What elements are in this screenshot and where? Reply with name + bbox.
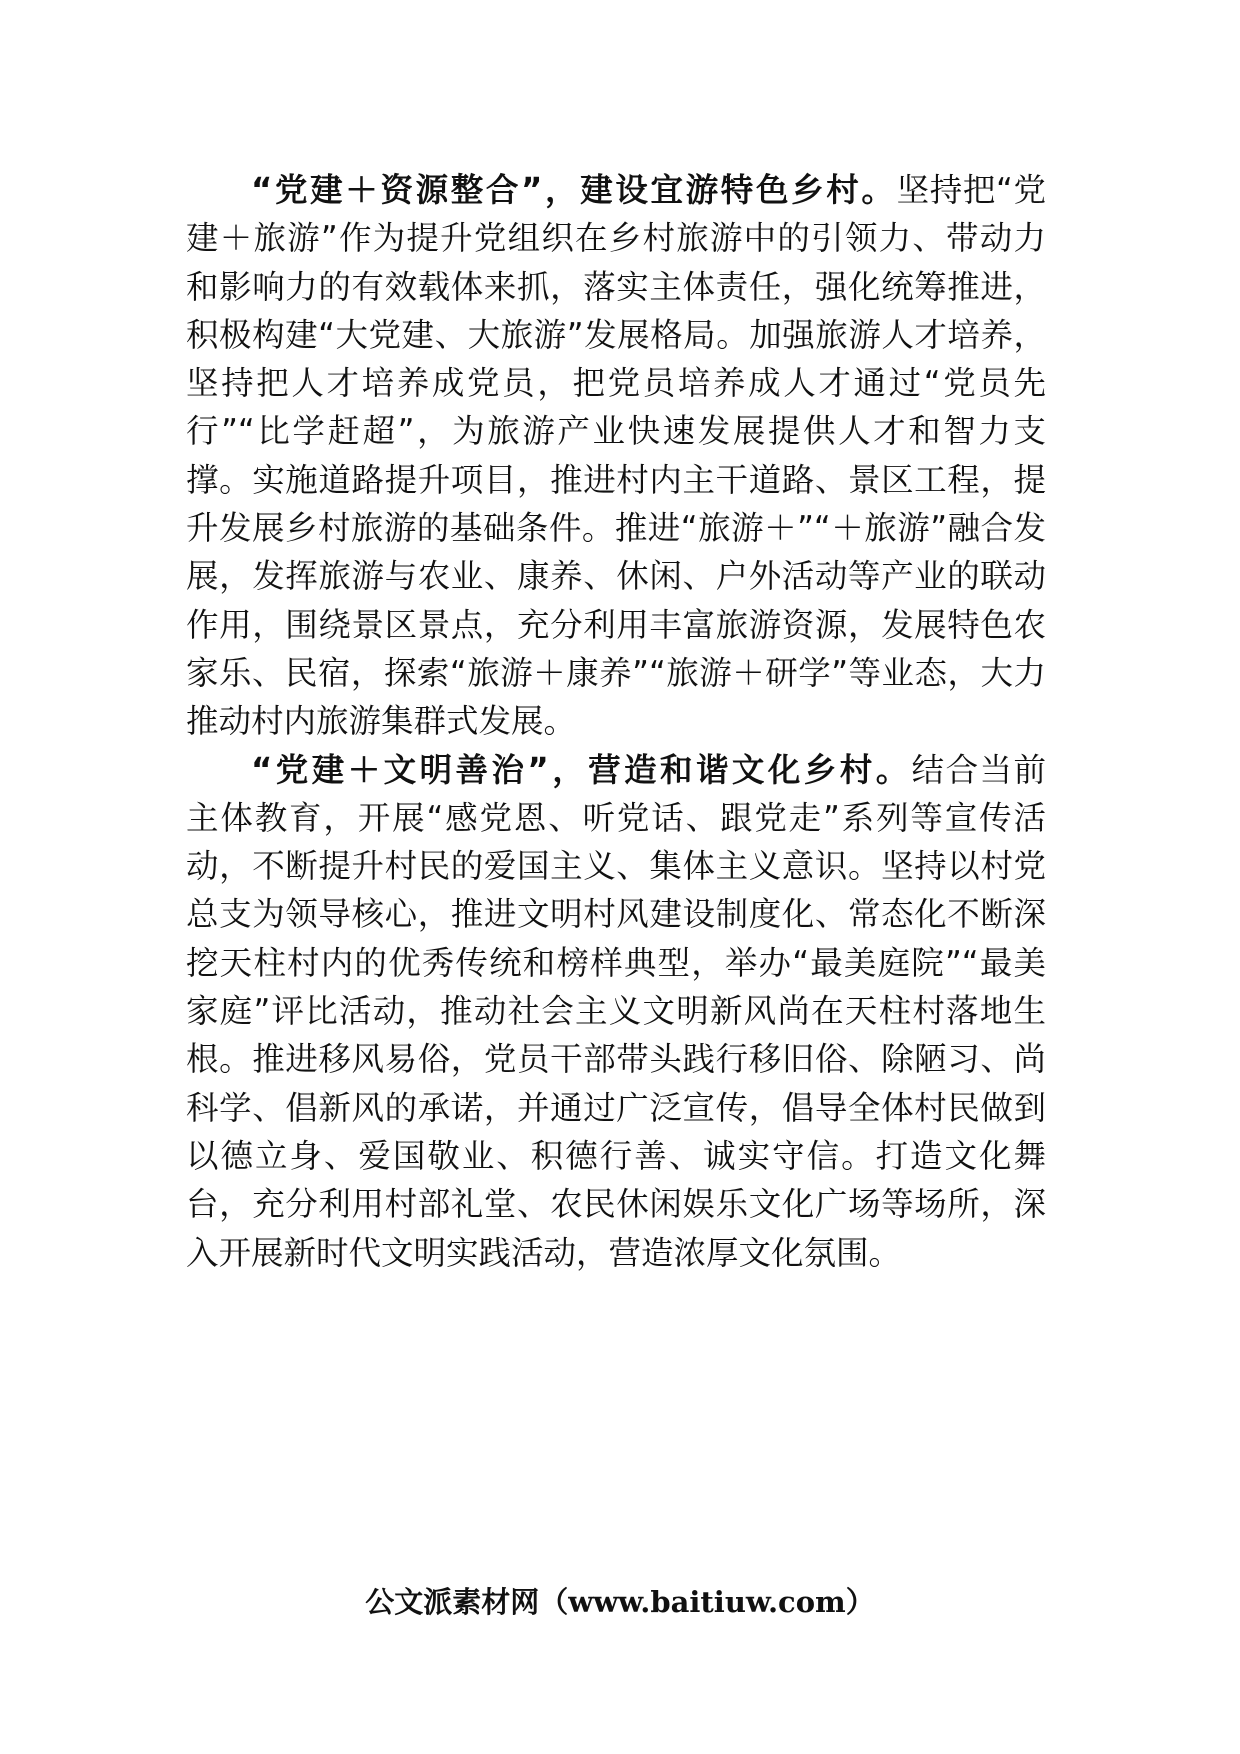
document-body (186, 166, 1046, 1277)
paragraph-text-tourism: 坚持把“党建＋旅游”作为提升党组织在乡村旅游中的引领力、带动力和影响力的有效载体来抓，落实主体责任，强化统筹推进，积极构建“大党建、大旅游”发展格局。加强旅游人才培养，坚持把人才培养成党员，把党员培养成人才通过“党员先行”“比学赶超”，为旅游产业快速发展提供人才和智力支撑。实施道路提升项目，推进村内主干道路、景区工程，提升发展乡村旅游的基础条件。推进“旅游＋”“＋旅游”融合发展，发挥旅游与农业、康养、休闲、户外活动等产业的联动作用，围绕景区景点，充分利用丰富旅游资源，发展特色农家乐、民宿，探索“旅游＋康养”“旅游＋研学”等业态，大力推动村内旅游集群式发展。 (186, 171, 1046, 741)
paragraph-heading-tourism: “党建＋资源整合”，建设宜游特色乡村。 (251, 171, 897, 209)
paragraph-heading-civilization: “党建＋文明善治”，营造和谐文化乡村。 (251, 750, 912, 789)
page-footer-source: 公文派素材网（www.baitiuw.com） (365, 1585, 875, 1619)
paragraph-tourism (186, 166, 1046, 746)
paragraph-text-civilization: 结合当前主体教育，开展“感党恩、听党话、跟党走”系列等宣传活动，不断提升村民的爱国主义、集体主义意识。坚持以村党总支为领导核心，推进文明村风建设制度化、常态化不断深挖天柱村内的优秀传统和榜样典型，举办“最美庭院”“最美家庭”评比活动，推动社会主义文明新风尚在天柱村落地生根。推进移风易俗，党员干部带头践行移旧俗、除陋习、尚科学、倡新风的承诺，并通过广泛宣传，倡导全体村民做到以德立身、爱国敬业、积德行善、诚实守信。打造文化舞台，充分利用村部礼堂、农民休闲娱乐文化广场等场所，深入开展新时代文明实践活动，营造浓厚文化氛围。 (186, 750, 1046, 1272)
paragraph-civilization (186, 746, 1046, 1277)
